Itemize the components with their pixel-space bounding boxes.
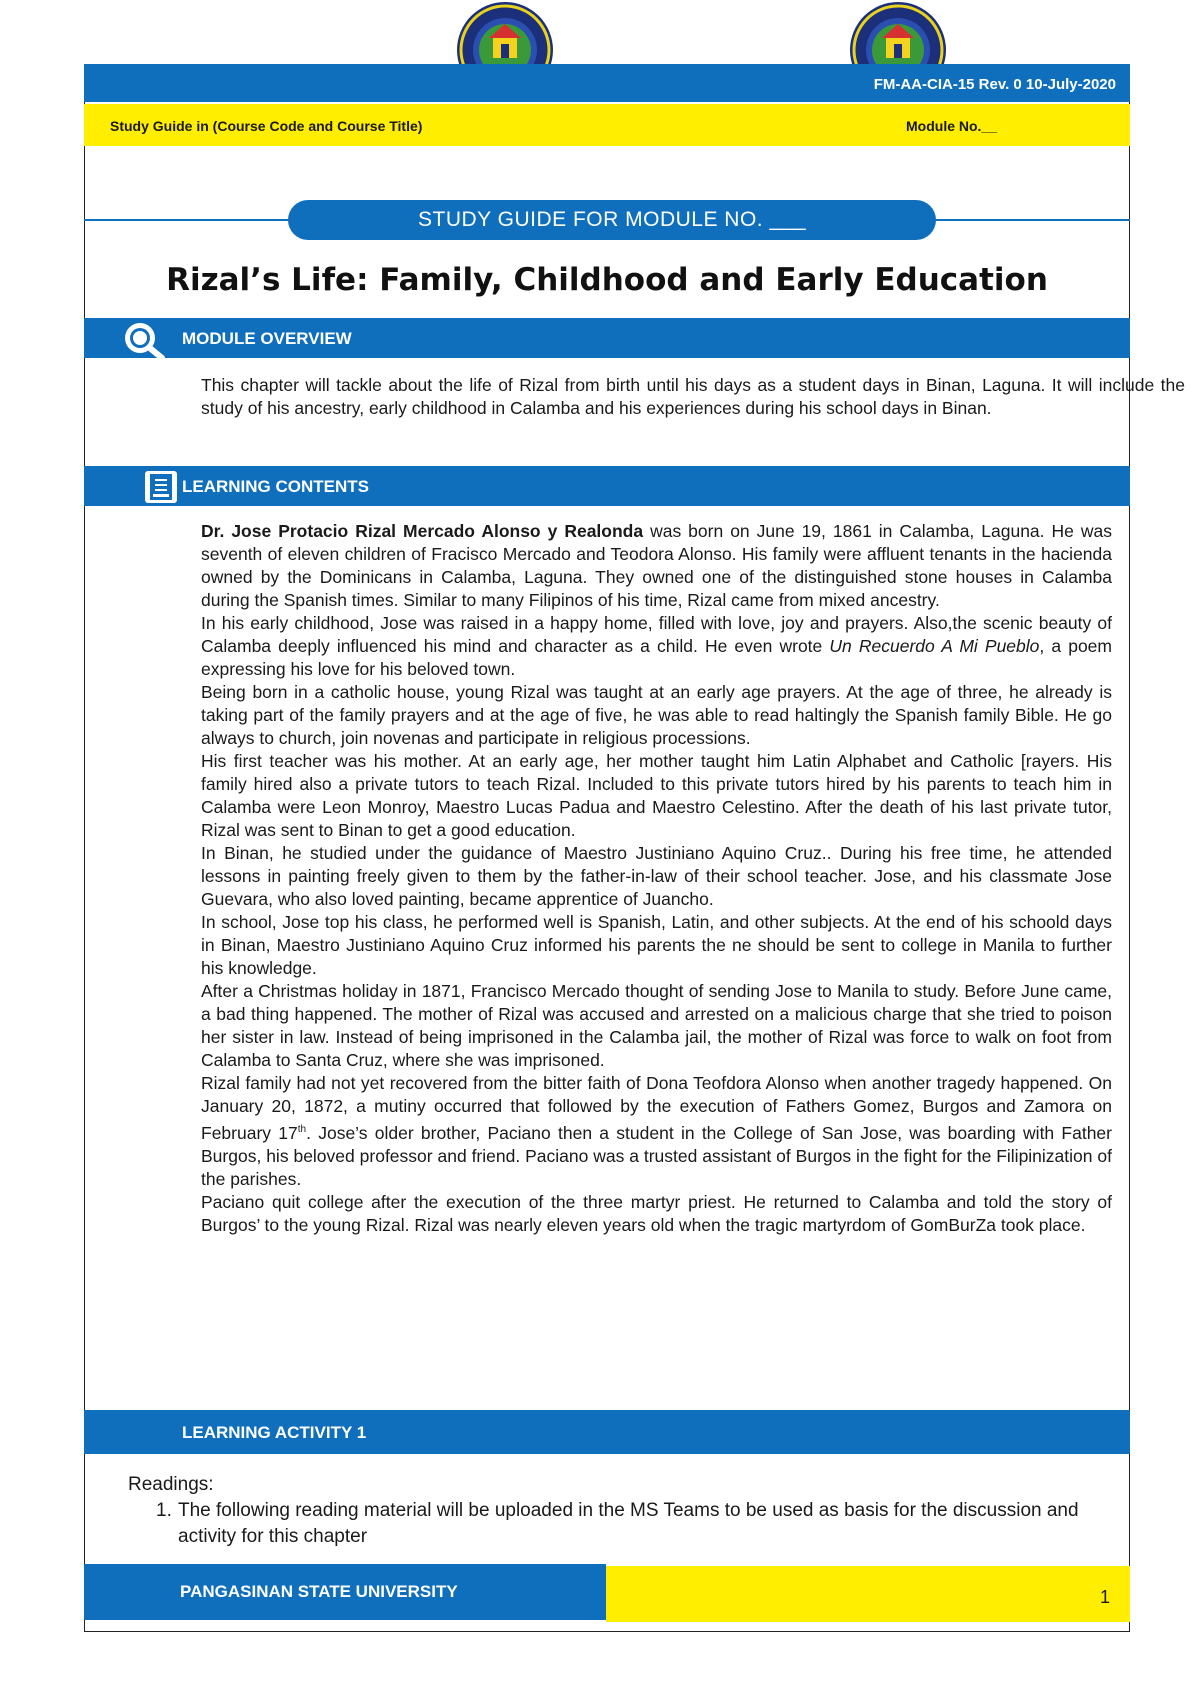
banner-line-right <box>930 219 1130 221</box>
form-code: FM-AA-CIA-15 Rev. 0 10-July-2020 <box>873 76 1116 93</box>
list-number: 1. <box>156 1500 172 1521</box>
study-guide-banner: STUDY GUIDE FOR MODULE NO. ___ <box>288 200 936 240</box>
learning-contents-header <box>84 466 1130 506</box>
readings-list <box>128 1472 1098 1550</box>
paragraph: After a Christmas holiday in 1871, Francisco Mercado thought of sending Jose to Manila to study. Before June came, a bad thing happened. The mother of Rizal was accused and arrested on a malicious charge that she tried to poison her sister in law. Instead of being imprisoned in the Calamba jail, the mother of Rizal was force to walk on foot from Calamba to Santa Cruz, where she was imprisoned. <box>201 981 1112 1070</box>
document-icon <box>144 470 178 509</box>
course-title: Study Guide in (Course Code and Course Title) <box>110 118 423 134</box>
paragraph-text: , a poem expressing his love for his beloved town. <box>201 636 1112 679</box>
section-heading: LEARNING CONTENTS <box>182 477 369 496</box>
paragraph: In Binan, he studied under the guidance of Maestro Justiniano Aquino Cruz.. During his free time, he attended lessons in painting freely given to them by the father-in-law of their school teacher. Jose, and his classmate Jose Guevara, who also loved painting, became apprentice of Juancho. <box>201 843 1112 909</box>
ordinal-suffix: th <box>297 1124 307 1135</box>
paragraph-text: . Jose’s older brother, Paciano then a student in the College of San Jose, was boarding with Father Burgos, his beloved professor and friend. Paciano was a trusted assistant of Burgos in the fight for the Filipinization of the parishes. <box>201 1122 1112 1189</box>
magnifier-icon <box>122 320 168 365</box>
paragraph-text: Rizal family had not yet recovered from the bitter faith of Dona Teofdora Alonso when another tragedy happened. On January 20, 1872, a mutiny occurred that followed by the execution of Fathers Gomez, Burgos and Zamora on February 17 <box>201 1073 1112 1143</box>
list-item <box>128 1498 1098 1550</box>
paragraph-text: was born on June 19, 1861 in Calamba, Laguna. He was seventh of eleven children of Fracisco Mercado and Teodora Alonso. His family were affluent tenants in the hacienda owned by the Dominicans in Calamba, Laguna. They owned one of the distinguished stone houses in Calamba during the Spanish times. Similar to many Filipinos of his time, Rizal came from mixed ancestry. <box>201 521 1112 610</box>
banner-line-left <box>84 219 294 221</box>
paragraph <box>128 612 1112 681</box>
paragraph-text: In his early childhood, Jose was raised in a happy home, filled with love, joy and prayers. Also,the scenic beauty of Calamba deeply influenced his mind and character as a child. He even wrote <box>201 613 1112 656</box>
module-number: Module No.__ <box>906 118 998 134</box>
paragraph: In school, Jose top his class, he performed well is Spanish, Latin, and other subjects. At the end of his schoold days in Binan, Maestro Justiniano Aquino Cruz informed his parents the ne should be sent to college in Manila to further his knowledge. <box>201 912 1112 978</box>
paragraph <box>128 1072 1112 1191</box>
university-seal-icon <box>455 0 555 68</box>
section-heading: LEARNING ACTIVITY 1 <box>182 1423 367 1442</box>
section-heading: MODULE OVERVIEW <box>182 329 352 348</box>
overview-text: This chapter will tackle about the life of Rizal from birth until his days as a student days in Binan, Laguna. It will include the study of his ancestry, early childhood in Calamba and his experiences during his school days in Binan. <box>201 375 1185 418</box>
learning-contents-body <box>128 520 1112 1237</box>
paragraph: His first teacher was his mother. At an early age, her mother taught him Latin Alphabet and Catholic [rayers. His family hired also a private tutors to teach Rizal. Included to this private tutors hired by his parents to teach him in Calamba were Leon Monroy, Maestro Lucas Padua and Maestro Celestino. After the death of his last private tutor, Rizal was sent to Binan to get a good education. <box>201 751 1112 840</box>
footer-page <box>606 1566 1130 1622</box>
rizal-full-name: Dr. Jose Protacio Rizal Mercado Alonso y Realonda <box>201 521 644 541</box>
university-name: PANGASINAN STATE UNIVERSITY <box>180 1582 458 1601</box>
header-bar <box>84 64 1130 102</box>
module-overview-header <box>84 318 1130 358</box>
paragraph: Being born in a catholic house, young Rizal was taught at an early age prayers. At the age of three, he already is taking part of the family prayers and at the age of five, he was able to read haltingly the Spanish family Bible. He go always to church, join novenas and participate in religious processions. <box>201 682 1112 748</box>
footer-university <box>84 1564 606 1620</box>
course-bar <box>84 104 1130 146</box>
page-title: Rizal’s Life: Family, Childhood and Early Education <box>166 262 1048 298</box>
page-number: 1 <box>1099 1587 1110 1607</box>
readings-label: Readings: <box>128 1474 214 1495</box>
university-seal-icon <box>848 0 948 68</box>
list-item-text: The following reading material will be uploaded in the MS Teams to be used as basis for the discussion and activity for this chapter <box>178 1500 1079 1547</box>
poem-title: Un Recuerdo A Mi Pueblo <box>829 636 1040 656</box>
paragraph <box>128 520 1112 612</box>
paragraph: Paciano quit college after the execution of the three martyr priest. He returned to Calamba and told the story of Burgos’ to the young Rizal. Rizal was nearly eleven years old when the tragic martyrdom of GomBurZa took place. <box>201 1191 1112 1235</box>
learning-activity-header <box>84 1410 1130 1454</box>
